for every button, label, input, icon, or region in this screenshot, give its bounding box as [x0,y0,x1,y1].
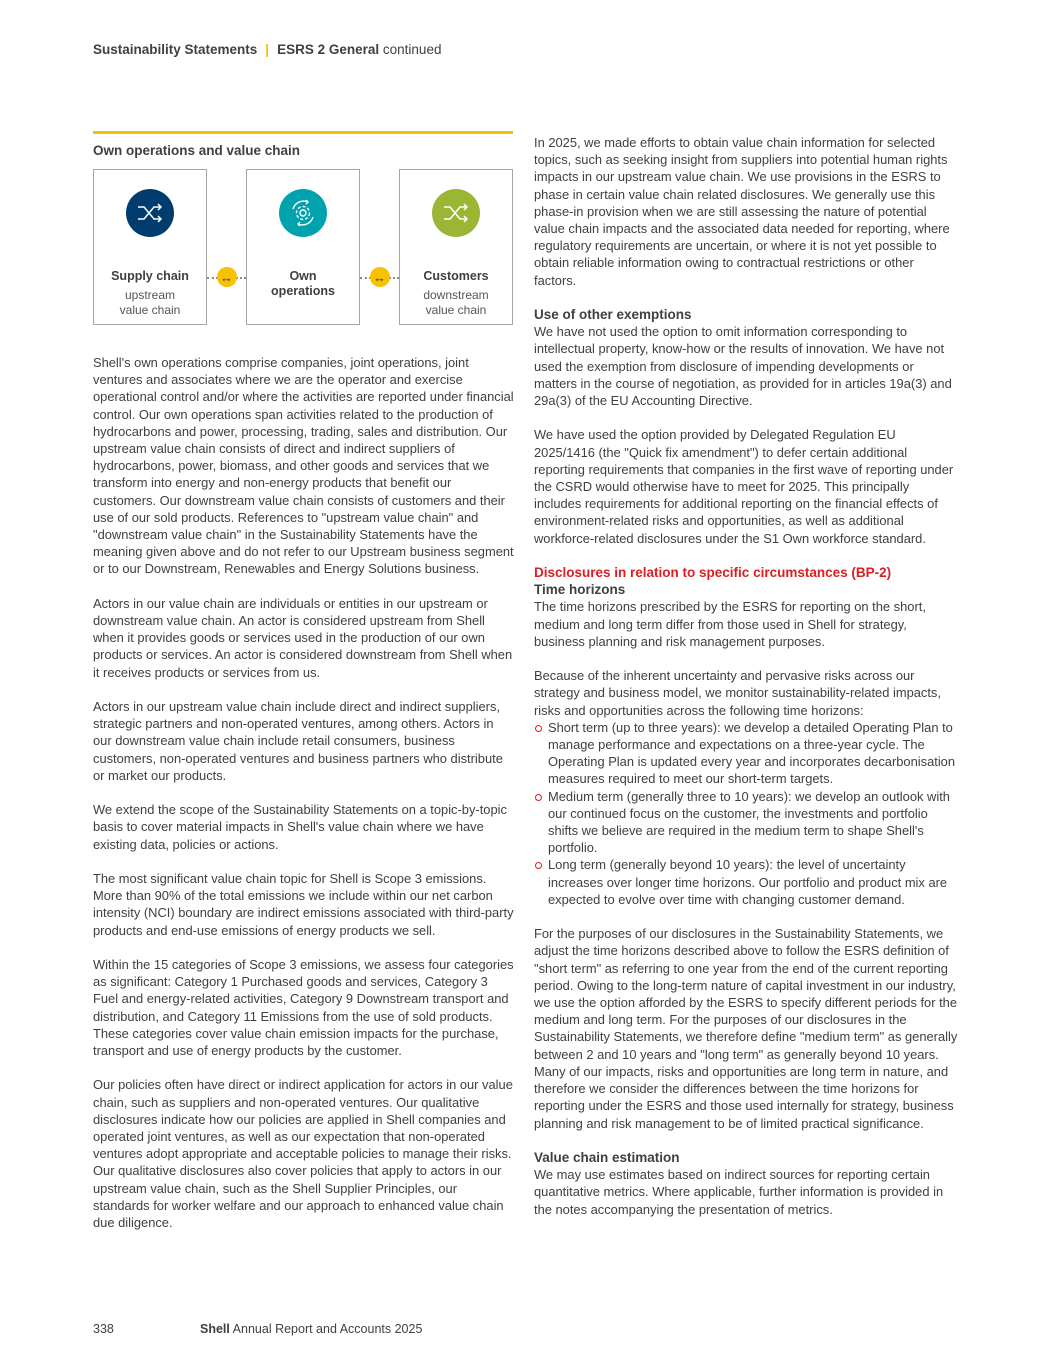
own-operations-box [246,169,360,325]
paragraph: Actors in our upstream value chain include direct and indirect suppliers, strategic partners and non-operated ventures, among others. Actors in our downstream value chain include retail consumers, business customers, non-operated ventures and business partners who distribute or market our products. [93,699,503,783]
shuffle-icon [126,189,174,237]
paragraph: We extend the scope of the Sustainability Statements on a topic-by-topic basis to cover material impacts in Shell's value chain where we have existing data, policies or actions. [93,802,507,852]
paragraph: Because of the inherent uncertainty and pervasive risks across our strategy and business model, we monitor sustainability-related impacts, risks and opportunities across the following time horizons: [534,668,941,718]
header-suffix: continued [382,42,442,57]
heading-other-exemptions: Use of other exemptions [534,307,692,323]
page-number: 338 [93,1322,114,1336]
box-subtitle: upstream [124,288,176,302]
box-subtitle: downstream [423,288,489,302]
right-column [534,134,958,1235]
box-title: operations [271,284,335,298]
heading-time-horizons: Time horizons [534,582,626,598]
list-item: Medium term (generally three to 10 years): we develop an outlook with our continued focus on the customer, the investments and portfolio shifts we believe are required in the medium term to shape Shell's portfolio. [534,788,958,857]
heading-bp2: Disclosures in relation to specific circumstances (BP-2) [534,565,892,581]
paragraph: Shell's own operations comprise companies, joint operations, joint ventures and associates where we are the operator and exercise operational control and/or where the activities are reported under financial control. Our own operations span activities related to the production of hydrocarbons and power, processing, trading, sales and distribution. Our upstream value chain consists of direct and indirect suppliers of hydrocarbons, power, biomass, and other goods and services that we transform into energy and non-energy products that benefit our customers. Our downstream value chain consists of customers and their use of our sold products. References to "upstream value chain" and "downstream value chain" in the Sustainability Statements have the meaning given above and do not refer to our Upstream business segment or to our Downstream, Renewables and Energy Solutions business. [93,355,514,577]
time-horizon-list [534,719,958,908]
box-title: Own [289,269,317,283]
paragraph: Actors in our value chain are individuals or entities in our upstream or downstream value chain. An actor is considered upstream from Shell when it provides goods or services used in the production of our own products or services. An actor is considered downstream from Shell when it receives products or services from us. [93,595,513,680]
header-subsection: ESRS 2 General [277,42,380,57]
paragraph: The most significant value chain topic for Shell is Scope 3 emissions. More than 90% of the total emissions we include within our net carbon intensity (NCI) boundary are indirect emissions associated with third-party products and end-use emissions of energy products we sell. [93,871,514,938]
header-section: Sustainability Statements [93,42,258,57]
paragraph: Our policies often have direct or indirect application for actors in our value chain, such as suppliers and non-operated ventures. Our qualitative disclosures indicate how our policies are applied in Shell companies and operated joint ventures, as well as our expectation that non-operated ventures adopt appropriate and acceptable policies to manage their risks. Our qualitative disclosures also cover policies that apply to actors in our upstream value chain, such as the Shell Supplier Principles, our standards for worker welfare and our approach to enhanced value chain due diligence. [93,1077,513,1231]
paragraph: For the purposes of our disclosures in the Sustainability Statements, we adjust the time horizons described above to follow the ESRS definition of "short term" as referring to one year from the end of the current reporting period. Owing to the long-term nature of capital investment in our industry, we use the option afforded by the ESRS to specify different periods for the medium and long term. For the purposes of our disclosures in the Sustainability Statements, we therefore define "medium term" as generally between 2 and 10 years and "long term" as generally beyond 10 years. Many of our impacts, risks and opportunities are long term in nature, and therefore we consider the differences between the time horizons for reporting under the ESRS and those used internally for strategy, business planning and risk management to be of limited practical significance. [534,926,958,1131]
connector [360,267,399,287]
customers-box [399,169,513,325]
diagram-title: Own operations and value chain [93,143,301,158]
header-separator: | [265,42,270,57]
left-column [93,354,515,1248]
value-chain-diagram [93,131,513,317]
box-title: Supply chain [111,269,189,283]
gear-cycle-icon [279,189,327,237]
footer-title [200,1322,422,1336]
list-item: Long term (generally beyond 10 years): the level of uncertainty increases over longer time horizons. Our portfolio and product mix are expected to evolve over time with changing customer demand. [534,856,958,908]
yellow-rule [93,131,513,134]
box-subtitle: value chain [119,303,181,317]
paragraph: We have used the option provided by Delegated Regulation EU 2025/1416 (the "Quick fix amendment") to defer certain additional reporting requirements that companies in the first wave of reporting under the CSRD would otherwise have to meet for 2025. This principally includes requirements for additional reporting on the financial effects of environment-related risks and opportunities, as well as additional workforce-related disclosures under the S1 Own workforce standard. [534,427,954,546]
running-header [93,42,441,57]
heading-value-chain-estimation: Value chain estimation [534,1149,680,1165]
footer-brand: Shell [200,1322,230,1336]
box-title: Customers [423,269,489,283]
paragraph: We may use estimates based on indirect sources for reporting certain quantitative metrics. Where applicable, further information is provided in the notes accompanying the presentation of metrics. [534,1167,944,1217]
paragraph: The time horizons prescribed by the ESRS for reporting on the short, medium and long term differ from those used in Shell for strategy, business planning and risk management purposes. [534,599,926,649]
paragraph: In 2025, we made efforts to obtain value chain information for selected topics, such as seeking insight from suppliers into potential human rights impacts in our upstream value chain. We use provisions in the ESRS to phase in certain value chain related disclosures. We generally use this phase-in provision when we are still assessing the nature of potential value chain impacts and the associated data needed for reporting, where regulatory requirements are uncertain, or where it is not yet possible to obtain reliable information owing to contractual restrictions or other factors. [534,135,950,288]
double-arrow-icon: ↔ [370,267,390,287]
paragraph: We have not used the option to omit information corresponding to intellectual property, know-how or the results of innovation. We have not used the exemption from disclosure of impending developments or matters in the course of negotiation, as provided for in articles 19a(3) and 29a(3) of the EU Accounting Directive. [534,324,952,409]
box-subtitle: value chain [425,303,487,317]
connector [207,267,246,287]
supply-chain-box [93,169,207,325]
list-item: Short term (up to three years): we develop a detailed Operating Plan to manage performance and expectations on a three-year cycle. The Operating Plan is updated every year and incorporates decarbonisation measures required to meet our short-term targets. [534,719,958,788]
footer-report: Annual Report and Accounts 2025 [232,1322,423,1336]
shuffle-icon [432,189,480,237]
double-arrow-icon: ↔ [217,267,237,287]
paragraph: Within the 15 categories of Scope 3 emissions, we assess four categories as significant: Category 1 Purchased goods and services, Category 3 Fuel and energy-related activities, Category 9 Downstream transport and distribution, and Category 11 Emissions from the use of sold products. These categories cover value chain emission impacts for the purchase, transport and use of energy products by the customer. [93,957,514,1059]
